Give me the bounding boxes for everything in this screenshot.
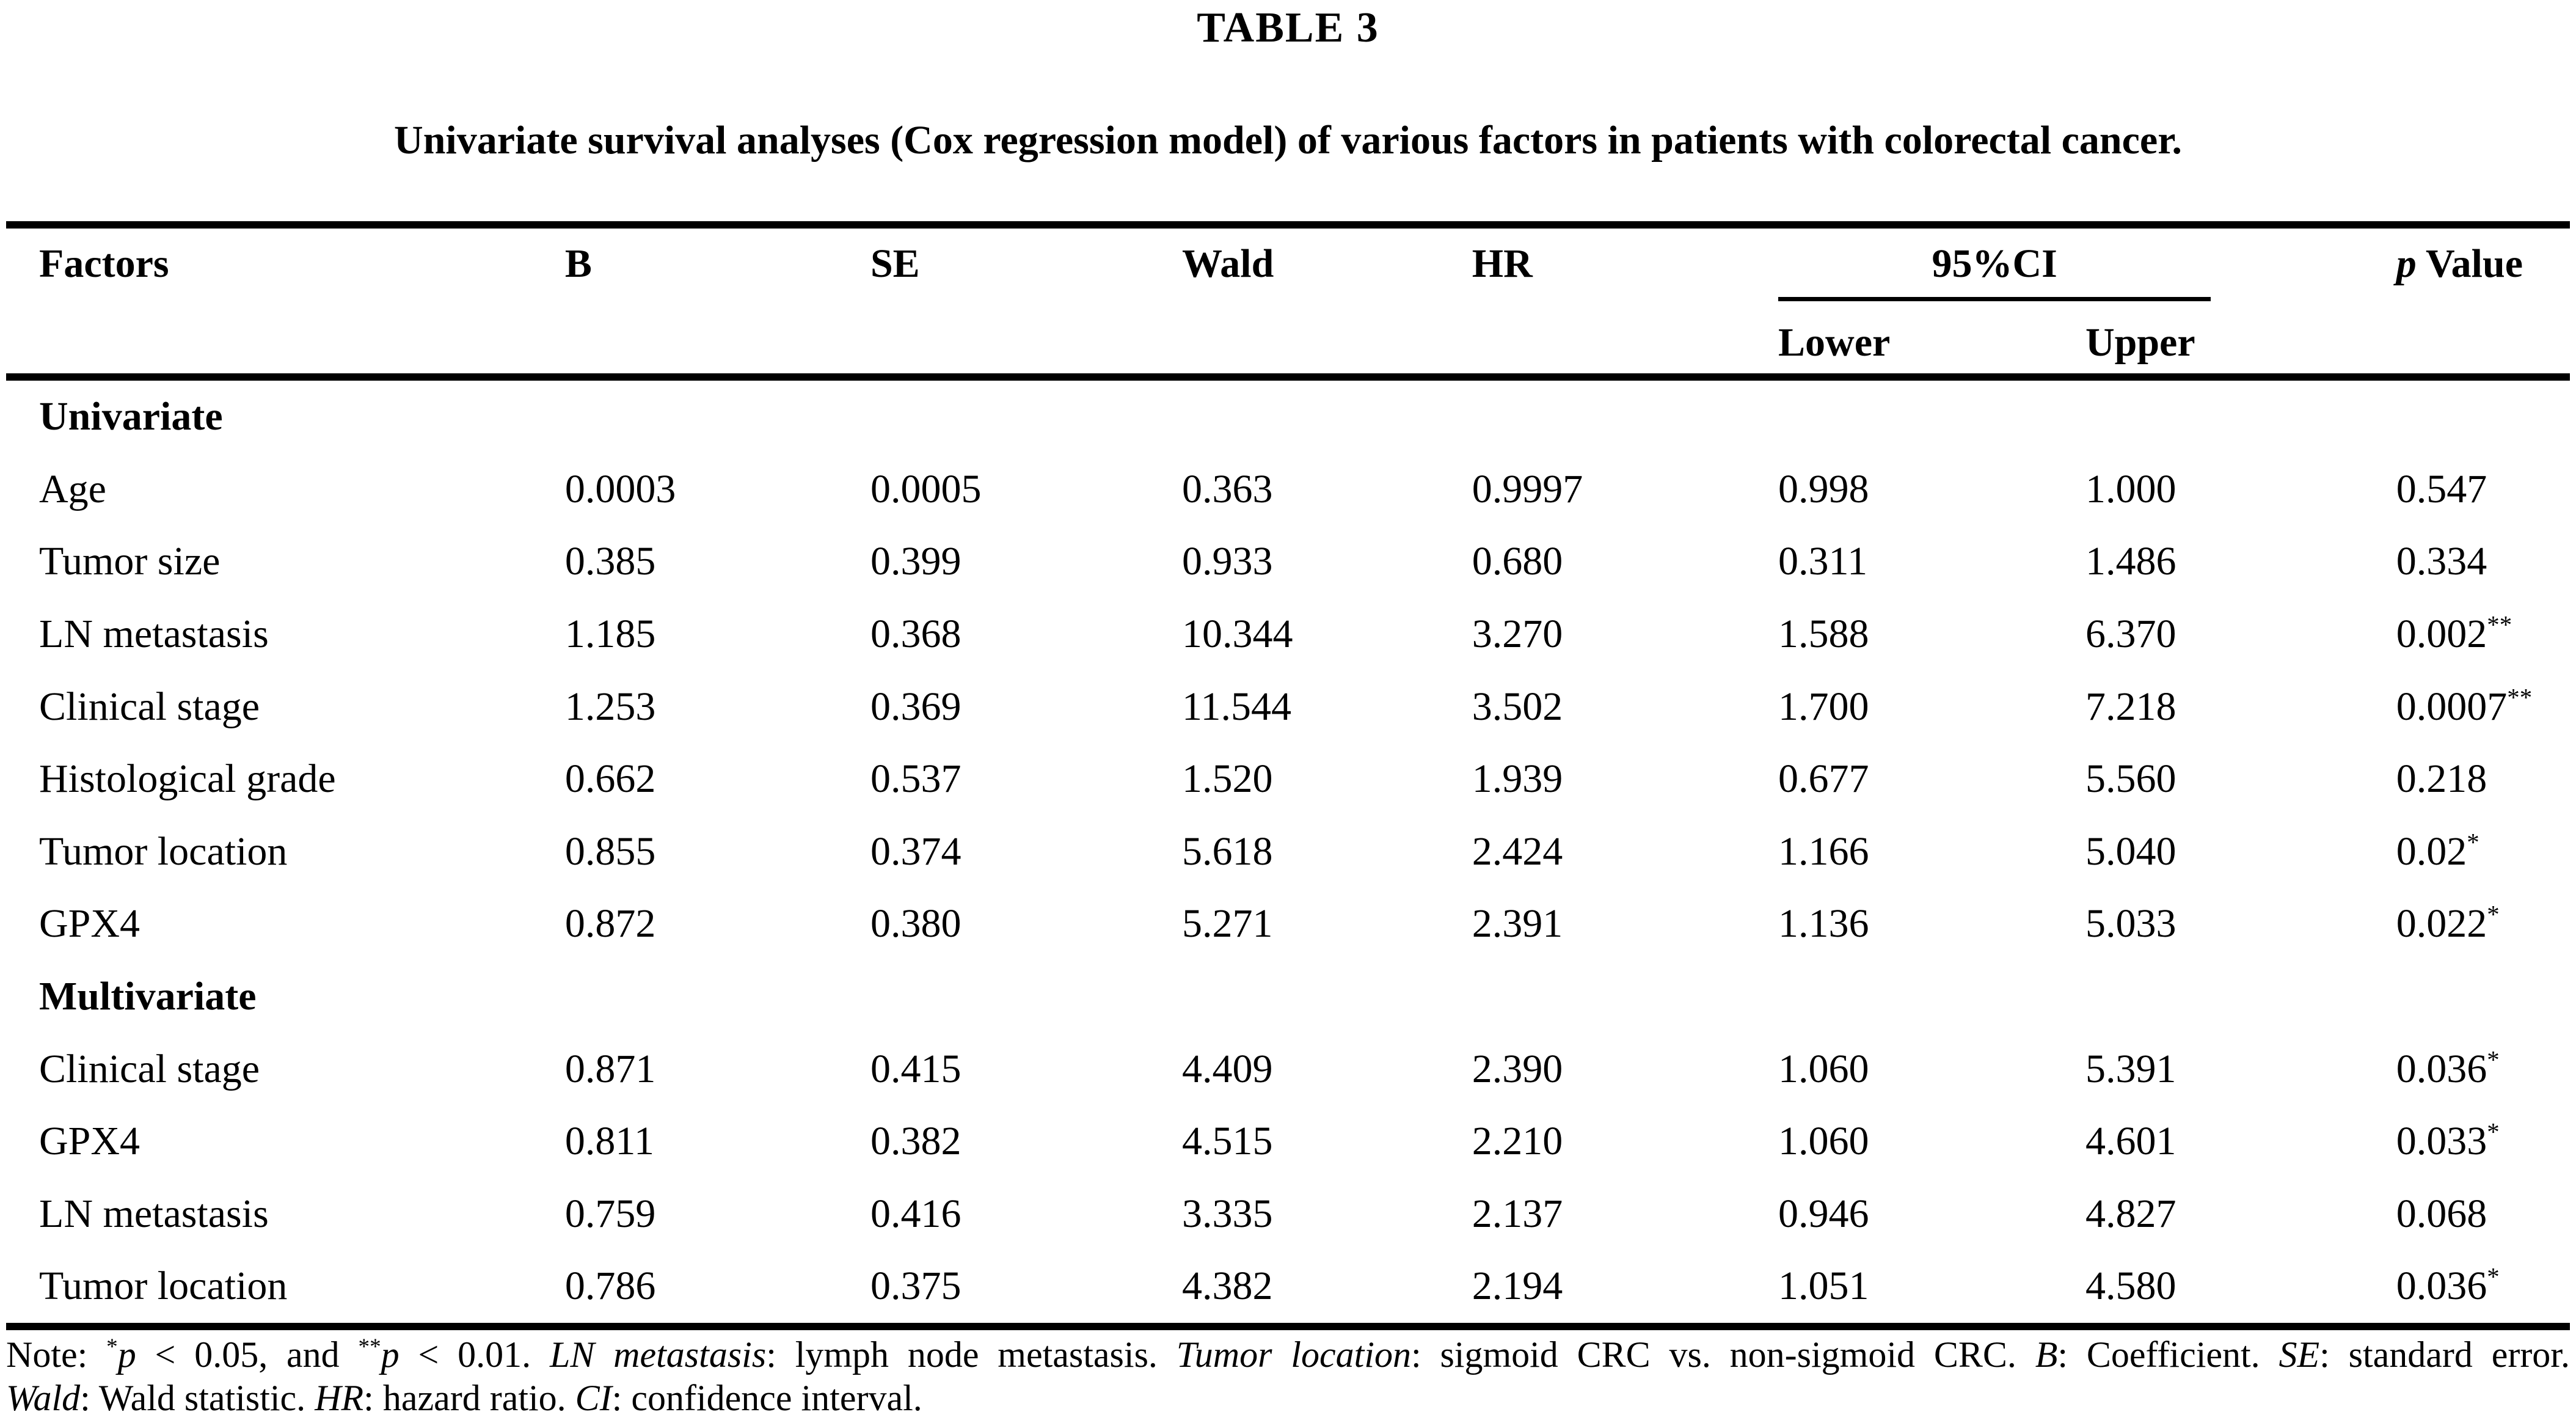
cell-upper: 6.370 [2085,612,2176,657]
significance-asterisk: * [2487,1263,2500,1291]
table-caption: Univariate survival analyses (Cox regression model) of various factors in patients with colorectal cancer. [394,118,2182,163]
cell-wald: 4.409 [1181,1046,1273,1091]
cell-wald: 4.515 [1181,1119,1273,1164]
cell-lower: 0.946 [1778,1191,1869,1236]
cell-lower: 0.998 [1778,466,1869,511]
note-segment: : hazard ratio. [363,1378,575,1418]
cell-wald: 10.344 [1181,612,1293,657]
cell-factor: Tumor location [39,1264,288,1309]
cell-wald: 3.335 [1181,1191,1273,1236]
cell-factor: Multivariate [39,974,257,1019]
p-value-text: 0.022 [2396,901,2487,946]
note-segment: < 0.05, and [136,1334,359,1375]
column-header-wald: Wald [1181,241,1274,286]
note-segment: Tumor location [1176,1334,1411,1375]
cell-p-value [2396,1263,2570,1309]
cell-b: 0.0003 [564,466,676,511]
table-row [6,1250,2570,1323]
cell-upper: 1.486 [2085,539,2176,584]
cell-p-value [2396,611,2570,657]
note-segment: p [381,1334,400,1375]
header-row-secondary [6,301,2570,381]
cell-lower: 1.051 [1778,1264,1869,1309]
significance-asterisk: ** [2507,683,2533,711]
cell-lower: 1.166 [1778,829,1869,874]
note-segment: HR [315,1378,364,1418]
cell-b: 0.759 [564,1191,656,1236]
column-header-95ci [1778,241,2211,301]
cell-hr: 2.194 [1472,1264,1563,1309]
table-label: TABLE 3 [1197,4,1379,51]
cell-upper: 5.560 [2085,756,2176,802]
p-italic: p [2396,241,2417,286]
p-value-text: 0.218 [2396,756,2487,802]
cell-upper: 1.000 [2085,466,2176,511]
cell-b: 0.385 [564,539,656,584]
cell-b: 0.786 [564,1264,656,1309]
column-header-p-value [2396,241,2570,301]
cell-lower: 1.060 [1778,1119,1869,1164]
significance-asterisk: * [2487,901,2500,929]
cell-hr: 2.391 [1472,901,1563,946]
cell-hr: 3.270 [1472,612,1563,657]
cell-factor: Clinical stage [39,1046,260,1091]
note-segment: < 0.01. [399,1334,550,1375]
cell-factor: Histological grade [39,756,336,802]
section-row [6,381,2570,453]
cell-wald: 0.933 [1181,539,1273,584]
cell-factor: Tumor location [39,829,288,874]
cell-se: 0.369 [870,684,961,729]
cell-p-value [2396,756,2570,802]
p-value-text: 0.002 [2396,612,2487,657]
table-note [6,1333,2570,1420]
note-segment: CI [575,1378,612,1418]
table-row [6,1105,2570,1178]
note-segment: * [106,1334,118,1360]
cell-se: 0.415 [870,1046,961,1091]
cell-hr: 1.939 [1472,756,1563,802]
cell-se: 0.537 [870,756,961,802]
p-value-text: 0.033 [2396,1119,2487,1164]
cell-wald: 4.382 [1181,1264,1273,1309]
note-segment: : standard error. [2319,1334,2570,1375]
cell-b: 0.872 [564,901,656,946]
cell-upper: 4.827 [2085,1191,2176,1236]
cell-wald: 1.520 [1181,756,1273,802]
cell-lower: 1.588 [1778,612,1869,657]
cell-lower: 0.677 [1778,756,1869,802]
note-segment: Note: [6,1334,107,1375]
column-header-factors: Factors [39,241,169,286]
note-segment: : Wald statistic. [80,1378,315,1418]
table-row [6,598,2570,671]
cell-upper: 4.580 [2085,1264,2176,1309]
note-segment: LN metastasis [549,1334,767,1375]
cell-p-value [2396,1118,2570,1165]
cell-b: 0.855 [564,829,656,874]
table-row [6,888,2570,961]
cell-factor: Clinical stage [39,684,260,729]
cell-b: 0.871 [564,1046,656,1091]
ci-label: 95%CI [1932,241,2057,286]
cell-hr: 2.424 [1472,829,1563,874]
cell-upper: 4.601 [2085,1119,2176,1164]
column-header-upper: Upper [2085,320,2195,365]
cell-b: 1.185 [564,612,656,657]
cell-wald: 5.618 [1181,829,1273,874]
column-header-se: SE [870,241,920,286]
cell-se: 0.399 [870,539,961,584]
cell-hr: 0.9997 [1472,466,1583,511]
cell-factor: Age [39,466,106,511]
cell-p-value [2396,901,2570,947]
cell-b: 0.811 [564,1119,654,1164]
column-header-lower: Lower [1778,320,1891,365]
cell-hr: 2.390 [1472,1046,1563,1091]
table-row [6,453,2570,526]
cell-factor: GPX4 [39,901,140,946]
cell-wald: 5.271 [1181,901,1273,946]
p-value-text: 0.068 [2396,1191,2487,1236]
cell-upper: 5.040 [2085,829,2176,874]
cell-se: 0.374 [870,829,961,874]
cell-p-value [2396,1046,2570,1092]
cell-wald: 11.544 [1181,684,1292,729]
cell-lower: 1.700 [1778,684,1869,729]
significance-asterisk: ** [2487,611,2512,639]
p-value-text: 0.02 [2396,829,2467,874]
note-segment: : confidence interval. [611,1378,922,1418]
note-segment: SE [2279,1334,2320,1375]
cell-factor: Univariate [39,394,223,439]
cell-factor: Tumor size [39,539,221,584]
cell-upper: 5.033 [2085,901,2176,946]
note-segment: : sigmoid CRC vs. non-sigmoid CRC. [1410,1334,2035,1375]
cell-lower: 1.060 [1778,1046,1869,1091]
cell-hr: 2.210 [1472,1119,1563,1164]
note-segment: : Coefficient. [2057,1334,2279,1375]
data-table [6,221,2570,1330]
cell-upper: 5.391 [2085,1046,2176,1091]
note-line-2 [6,1377,2570,1420]
p-value-text: 0.036 [2396,1264,2487,1309]
cell-se: 0.375 [870,1264,961,1309]
note-segment: Wald [6,1378,81,1418]
cell-b: 0.662 [564,756,656,802]
p-value-text: 0.547 [2396,466,2487,511]
note-segment: ** [358,1334,381,1360]
cell-hr: 2.137 [1472,1191,1563,1236]
note-segment: p [117,1334,136,1375]
p-value-text: 0.334 [2396,539,2487,584]
cell-lower: 0.311 [1778,539,1868,584]
cell-se: 0.382 [870,1119,961,1164]
cell-p-value [2396,1191,2570,1237]
cell-wald: 0.363 [1181,466,1273,511]
table-row [6,816,2570,888]
significance-asterisk: * [2487,1118,2500,1146]
cell-hr: 0.680 [1472,539,1563,584]
value-label: Value [2416,241,2523,286]
note-segment: B [2035,1334,2058,1375]
column-header-hr: HR [1472,241,1533,286]
cell-se: 0.416 [870,1191,961,1236]
cell-factor: LN metastasis [39,1191,269,1236]
cell-p-value [2396,829,2570,875]
cell-factor: GPX4 [39,1119,140,1164]
section-row [6,961,2570,1033]
table-row [6,525,2570,598]
cell-p-value [2396,538,2570,585]
p-value-text: 0.036 [2396,1046,2487,1091]
header-row-primary [6,229,2570,301]
table-row [6,1033,2570,1105]
table-row [6,670,2570,743]
cell-b: 1.253 [564,684,656,729]
p-value-text: 0.0007 [2396,684,2508,729]
cell-hr: 3.502 [1472,684,1563,729]
note-line-1 [6,1333,2570,1377]
cell-p-value [2396,684,2570,730]
cell-lower: 1.136 [1778,901,1869,946]
table-body [6,381,2570,1330]
significance-asterisk: * [2487,1045,2500,1074]
note-segment: : lymph node metastasis. [766,1334,1177,1375]
cell-se: 0.368 [870,612,961,657]
cell-factor: LN metastasis [39,612,269,657]
column-header-b: B [564,241,592,286]
cell-se: 0.0005 [870,466,982,511]
table-row [6,743,2570,816]
cell-upper: 7.218 [2085,684,2176,729]
cell-p-value [2396,466,2570,513]
table-row [6,1178,2570,1251]
cell-se: 0.380 [870,901,961,946]
significance-asterisk: * [2467,828,2479,856]
